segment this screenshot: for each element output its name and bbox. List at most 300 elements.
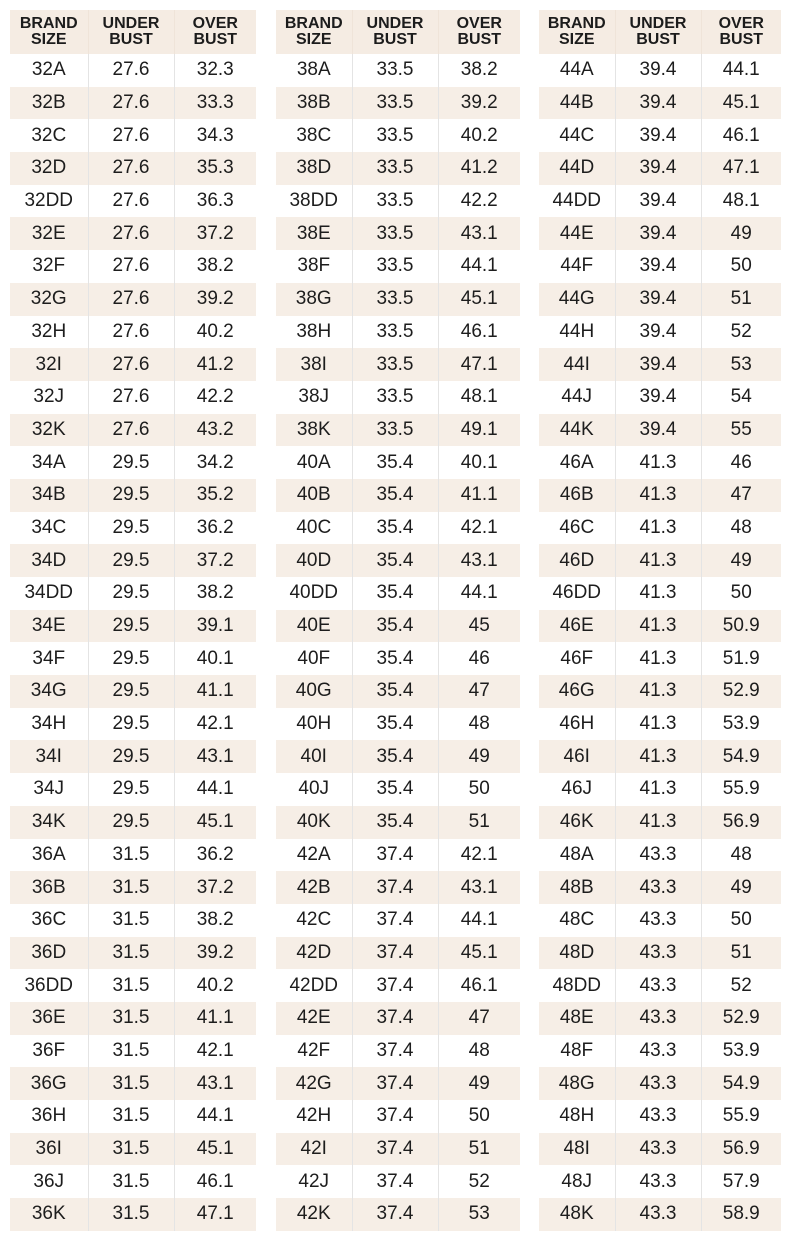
under-bust-cell: 35.4 — [352, 479, 438, 512]
under-bust-cell: 39.4 — [615, 283, 701, 316]
under-bust-cell: 33.5 — [352, 87, 438, 120]
over-bust-cell: 35.2 — [174, 479, 256, 512]
over-bust-cell: 54.9 — [701, 740, 781, 773]
brand-size-cell: 32A — [31, 59, 66, 81]
table-row — [276, 544, 520, 577]
over-bust-cell: 40.1 — [438, 446, 520, 479]
brand-size-cell: 40D — [276, 544, 352, 577]
over-bust-cell: 39.2 — [174, 283, 256, 316]
brand-size-cell: 34DD — [24, 582, 74, 604]
table-row — [539, 250, 781, 283]
brand-size-cell: 36F — [32, 1039, 66, 1061]
under-bust-cell: 37.4 — [352, 1035, 438, 1068]
table-row — [10, 1002, 256, 1035]
table-row — [10, 544, 256, 577]
table-row — [539, 708, 781, 741]
brand-size-cell: 46D — [539, 544, 615, 577]
header-line: BRAND — [284, 15, 343, 32]
over-bust-cell: 44.1 — [174, 1100, 256, 1133]
table-row — [539, 642, 781, 675]
table-row — [539, 381, 781, 414]
brand-size-cell: 32F — [32, 255, 66, 277]
brand-size-cell: 48B — [539, 871, 615, 904]
table-row — [539, 512, 781, 545]
brand-size-cell: 48I — [539, 1133, 615, 1166]
under-bust-cell: 35.4 — [352, 544, 438, 577]
over-bust-cell: 55.9 — [701, 1100, 781, 1133]
under-bust-cell: 37.4 — [352, 871, 438, 904]
table-row — [276, 773, 520, 806]
table-row — [539, 1133, 781, 1166]
over-bust-cell: 49.1 — [438, 414, 520, 447]
brand-size-cell: 40E — [276, 610, 352, 643]
under-bust-cell: 41.3 — [615, 479, 701, 512]
under-bust-cell: 29.5 — [88, 610, 174, 643]
table-row — [10, 283, 256, 316]
header-line: UNDER — [629, 15, 687, 32]
under-bust-cell: 35.4 — [352, 512, 438, 545]
brand-size-cell: 38D — [276, 152, 352, 185]
over-bust-cell: 41.2 — [438, 152, 520, 185]
brand-size-cell: 46E — [539, 610, 615, 643]
header-line: BUST — [193, 31, 238, 48]
table-row — [539, 348, 781, 381]
under-bust-cell: 31.5 — [88, 1100, 174, 1133]
table-row — [539, 904, 781, 937]
header-line: SIZE — [558, 31, 595, 48]
over-bust-cell: 49 — [701, 544, 781, 577]
over-bust-cell: 38.2 — [438, 54, 520, 87]
over-bust-cell: 44.1 — [174, 773, 256, 806]
brand-size-cell: 36K — [10, 1198, 88, 1231]
table-row — [539, 806, 781, 839]
over-bust-cell: 45 — [438, 610, 520, 643]
table-row — [10, 708, 256, 741]
under-bust-cell: 37.4 — [352, 1002, 438, 1035]
brand-size-cell: 46B — [539, 479, 615, 512]
header-line: SIZE — [295, 31, 332, 48]
over-bust-cell: 47 — [701, 479, 781, 512]
under-bust-cell: 29.5 — [88, 642, 174, 675]
under-bust-cell: 27.6 — [88, 283, 174, 316]
header-row — [276, 10, 520, 54]
over-bust-cell: 45.1 — [174, 1133, 256, 1166]
under-bust-cell: 39.4 — [615, 54, 701, 87]
table-row — [10, 1100, 256, 1133]
header-line: UNDER — [102, 15, 160, 32]
brand-size-cell: 42J — [298, 1170, 330, 1192]
brand-size-cell: 40I — [276, 740, 352, 773]
table-row — [10, 1133, 256, 1166]
over-bust-cell: 38.2 — [174, 904, 256, 937]
header-brand-size — [10, 10, 88, 54]
table-row — [10, 1067, 256, 1100]
brand-size-cell: 36A — [31, 843, 66, 865]
over-bust-cell: 34.2 — [174, 446, 256, 479]
over-bust-cell: 47.1 — [174, 1198, 256, 1231]
over-bust-cell: 36.2 — [174, 839, 256, 872]
size-table-3 — [539, 10, 781, 1231]
brand-size-cell: 48D — [539, 937, 615, 970]
table-row — [10, 969, 256, 1002]
table-row — [276, 381, 520, 414]
under-bust-cell: 29.5 — [88, 773, 174, 806]
brand-size-cell: 40H — [296, 713, 332, 735]
table-row — [539, 54, 781, 87]
under-bust-cell: 39.4 — [615, 217, 701, 250]
under-bust-cell: 39.4 — [615, 414, 701, 447]
table-row — [10, 904, 256, 937]
brand-size-cell: 38B — [276, 87, 352, 120]
table-row — [276, 871, 520, 904]
under-bust-cell: 29.5 — [88, 740, 174, 773]
over-bust-cell: 58.9 — [701, 1198, 781, 1231]
brand-size-cell: 34E — [10, 610, 88, 643]
brand-size-cell: 46H — [559, 713, 595, 735]
brand-size-cell: 34J — [33, 778, 65, 800]
over-bust-cell: 48.1 — [701, 185, 781, 218]
over-bust-cell: 37.2 — [174, 544, 256, 577]
under-bust-cell: 43.3 — [615, 839, 701, 872]
table-row — [539, 1100, 781, 1133]
over-bust-cell: 39.2 — [438, 87, 520, 120]
over-bust-cell: 50 — [701, 904, 781, 937]
header-under-bust — [88, 10, 174, 54]
table-row — [10, 54, 256, 87]
under-bust-cell: 37.4 — [352, 1133, 438, 1166]
table-row — [10, 839, 256, 872]
table-row — [276, 1035, 520, 1068]
under-bust-cell: 43.3 — [615, 1002, 701, 1035]
brand-size-cell: 44F — [560, 255, 594, 277]
table-row — [10, 642, 256, 675]
under-bust-cell: 35.4 — [352, 446, 438, 479]
brand-size-cell: 36J — [33, 1170, 65, 1192]
under-bust-cell: 37.4 — [352, 1198, 438, 1231]
table-row — [10, 512, 256, 545]
brand-size-cell: 36DD — [24, 974, 74, 996]
table-row — [539, 773, 781, 806]
size-table-1 — [10, 10, 256, 1231]
table-row — [539, 544, 781, 577]
under-bust-cell: 39.4 — [615, 316, 701, 349]
table-row — [276, 414, 520, 447]
over-bust-cell: 38.2 — [174, 577, 256, 610]
brand-size-cell: 48A — [559, 843, 594, 865]
size-table-2 — [276, 10, 520, 1231]
brand-size-cell: 32G — [10, 283, 88, 316]
table-row — [10, 316, 256, 349]
table-row — [539, 839, 781, 872]
under-bust-cell: 43.3 — [615, 1067, 701, 1100]
brand-size-cell: 36H — [31, 1105, 67, 1127]
table-row — [276, 904, 520, 937]
under-bust-cell: 29.5 — [88, 512, 174, 545]
brand-size-cell: 42F — [297, 1039, 331, 1061]
header-line: BUST — [373, 31, 417, 48]
brand-size-cell: 48E — [539, 1002, 615, 1035]
over-bust-cell: 43.1 — [174, 740, 256, 773]
brand-size-cell: 40DD — [289, 582, 339, 604]
brand-size-cell: 40C — [296, 516, 332, 538]
under-bust-cell: 31.5 — [88, 1198, 174, 1231]
over-bust-cell: 47 — [438, 675, 520, 708]
under-bust-cell: 35.4 — [352, 675, 438, 708]
table-row — [276, 119, 520, 152]
table-row — [276, 87, 520, 120]
brand-size-cell: 40K — [276, 806, 352, 839]
over-bust-cell: 44.1 — [438, 250, 520, 283]
over-bust-cell: 39.2 — [174, 937, 256, 970]
brand-size-cell: 44H — [559, 320, 595, 342]
over-bust-cell: 54 — [701, 381, 781, 414]
table-row — [10, 87, 256, 120]
under-bust-cell: 41.3 — [615, 773, 701, 806]
over-bust-cell: 40.1 — [174, 642, 256, 675]
table-row — [539, 937, 781, 970]
table-row — [539, 87, 781, 120]
under-bust-cell: 41.3 — [615, 806, 701, 839]
over-bust-cell: 42.1 — [438, 839, 520, 872]
brand-size-cell: 44C — [559, 124, 595, 146]
over-bust-cell: 52 — [701, 969, 781, 1002]
under-bust-cell: 35.4 — [352, 577, 438, 610]
over-bust-cell: 42.1 — [174, 1035, 256, 1068]
brand-size-cell: 44B — [539, 87, 615, 120]
brand-size-cell: 48C — [559, 909, 595, 931]
over-bust-cell: 46 — [701, 446, 781, 479]
table-row — [10, 871, 256, 904]
over-bust-cell: 40.2 — [174, 969, 256, 1002]
header-line: BUST — [636, 31, 680, 48]
under-bust-cell: 43.3 — [615, 904, 701, 937]
over-bust-cell: 36.3 — [174, 185, 256, 218]
header-row — [539, 10, 781, 54]
table-row — [10, 1198, 256, 1231]
under-bust-cell: 31.5 — [88, 839, 174, 872]
under-bust-cell: 35.4 — [352, 806, 438, 839]
table-row — [539, 217, 781, 250]
over-bust-cell: 49 — [701, 871, 781, 904]
table-row — [276, 708, 520, 741]
under-bust-cell: 37.4 — [352, 1100, 438, 1133]
under-bust-cell: 31.5 — [88, 1067, 174, 1100]
over-bust-cell: 45.1 — [174, 806, 256, 839]
over-bust-cell: 53.9 — [701, 1035, 781, 1068]
table-row — [10, 1165, 256, 1198]
under-bust-cell: 29.5 — [88, 806, 174, 839]
brand-size-cell: 32I — [10, 348, 88, 381]
table-row — [276, 969, 520, 1002]
over-bust-cell: 46.1 — [174, 1165, 256, 1198]
over-bust-cell: 44.1 — [438, 577, 520, 610]
over-bust-cell: 49 — [438, 740, 520, 773]
table-row — [276, 1133, 520, 1166]
under-bust-cell: 31.5 — [88, 1133, 174, 1166]
brand-size-cell: 48J — [561, 1170, 593, 1192]
brand-size-cell: 34B — [10, 479, 88, 512]
brand-size-cell: 36D — [10, 937, 88, 970]
under-bust-cell: 43.3 — [615, 871, 701, 904]
over-bust-cell: 42.1 — [438, 512, 520, 545]
brand-size-cell: 40B — [276, 479, 352, 512]
brand-size-cell: 44A — [559, 59, 594, 81]
over-bust-cell: 51 — [438, 806, 520, 839]
brand-size-cell: 34K — [10, 806, 88, 839]
table-row — [276, 642, 520, 675]
under-bust-cell: 43.3 — [615, 1165, 701, 1198]
under-bust-cell: 39.4 — [615, 185, 701, 218]
over-bust-cell: 32.3 — [174, 54, 256, 87]
brand-size-cell: 42DD — [289, 974, 339, 996]
under-bust-cell: 29.5 — [88, 577, 174, 610]
table-row — [10, 348, 256, 381]
table-row — [10, 119, 256, 152]
brand-size-cell: 38E — [276, 217, 352, 250]
under-bust-cell: 31.5 — [88, 1035, 174, 1068]
under-bust-cell: 39.4 — [615, 250, 701, 283]
brand-size-cell: 48DD — [552, 974, 602, 996]
brand-size-cell: 46DD — [552, 582, 602, 604]
brand-size-cell: 42G — [276, 1067, 352, 1100]
table-row — [10, 773, 256, 806]
table-row — [539, 1198, 781, 1231]
over-bust-cell: 52.9 — [701, 1002, 781, 1035]
over-bust-cell: 53.9 — [701, 708, 781, 741]
brand-size-cell: 36E — [10, 1002, 88, 1035]
under-bust-cell: 31.5 — [88, 937, 174, 970]
table-row — [10, 740, 256, 773]
under-bust-cell: 43.3 — [615, 1035, 701, 1068]
over-bust-cell: 42.2 — [438, 185, 520, 218]
brand-size-cell: 42K — [276, 1198, 352, 1231]
brand-size-cell: 32H — [31, 320, 67, 342]
brand-size-cell: 48F — [560, 1039, 594, 1061]
brand-size-cell: 38G — [276, 283, 352, 316]
under-bust-cell: 37.4 — [352, 937, 438, 970]
table-row — [539, 283, 781, 316]
over-bust-cell: 36.2 — [174, 512, 256, 545]
table-row — [10, 185, 256, 218]
over-bust-cell: 35.3 — [174, 152, 256, 185]
brand-size-cell: 32C — [31, 124, 67, 146]
brand-size-cell: 46F — [560, 647, 594, 669]
over-bust-cell: 33.3 — [174, 87, 256, 120]
table-row — [539, 1002, 781, 1035]
under-bust-cell: 29.5 — [88, 544, 174, 577]
table-row — [539, 740, 781, 773]
over-bust-cell: 41.1 — [438, 479, 520, 512]
under-bust-cell: 35.4 — [352, 740, 438, 773]
brand-size-cell: 36I — [10, 1133, 88, 1166]
under-bust-cell: 33.5 — [352, 250, 438, 283]
over-bust-cell: 43.1 — [438, 871, 520, 904]
table-row — [539, 119, 781, 152]
brand-size-cell: 44DD — [552, 190, 602, 212]
brand-size-cell: 42H — [296, 1105, 332, 1127]
brand-size-cell: 42B — [276, 871, 352, 904]
table-row — [539, 577, 781, 610]
brand-size-cell: 48H — [559, 1105, 595, 1127]
brand-size-cell: 40J — [298, 778, 330, 800]
over-bust-cell: 57.9 — [701, 1165, 781, 1198]
under-bust-cell: 31.5 — [88, 969, 174, 1002]
over-bust-cell: 38.2 — [174, 250, 256, 283]
over-bust-cell: 44.1 — [701, 54, 781, 87]
brand-size-cell: 44J — [561, 386, 593, 408]
over-bust-cell: 48 — [438, 708, 520, 741]
header-line: OVER — [192, 15, 238, 32]
header-line: UNDER — [366, 15, 424, 32]
over-bust-cell: 47 — [438, 1002, 520, 1035]
brand-size-cell: 36C — [31, 909, 67, 931]
table-row — [276, 446, 520, 479]
under-bust-cell: 41.3 — [615, 610, 701, 643]
brand-size-cell: 46A — [559, 451, 594, 473]
over-bust-cell: 43.1 — [438, 544, 520, 577]
under-bust-cell: 35.4 — [352, 610, 438, 643]
table-row — [276, 577, 520, 610]
table-row — [10, 675, 256, 708]
over-bust-cell: 45.1 — [438, 283, 520, 316]
brand-size-cell: 34I — [10, 740, 88, 773]
over-bust-cell: 50 — [438, 1100, 520, 1133]
under-bust-cell: 27.6 — [88, 87, 174, 120]
over-bust-cell: 37.2 — [174, 217, 256, 250]
under-bust-cell: 27.6 — [88, 119, 174, 152]
brand-size-cell: 34G — [10, 675, 88, 708]
under-bust-cell: 27.6 — [88, 185, 174, 218]
brand-size-cell: 34H — [31, 713, 67, 735]
under-bust-cell: 27.6 — [88, 217, 174, 250]
over-bust-cell: 41.1 — [174, 675, 256, 708]
brand-size-cell: 38J — [298, 386, 330, 408]
under-bust-cell: 33.5 — [352, 119, 438, 152]
over-bust-cell: 56.9 — [701, 1133, 781, 1166]
under-bust-cell: 37.4 — [352, 904, 438, 937]
table-row — [276, 217, 520, 250]
under-bust-cell: 31.5 — [88, 1165, 174, 1198]
table-row — [539, 871, 781, 904]
table-row — [276, 675, 520, 708]
brand-size-cell: 34F — [32, 647, 66, 669]
brand-size-cell: 32D — [10, 152, 88, 185]
over-bust-cell: 37.2 — [174, 871, 256, 904]
under-bust-cell: 39.4 — [615, 348, 701, 381]
under-bust-cell: 31.5 — [88, 904, 174, 937]
header-line: BUST — [457, 31, 502, 48]
under-bust-cell: 41.3 — [615, 708, 701, 741]
table-row — [10, 479, 256, 512]
brand-size-cell: 38C — [296, 124, 332, 146]
over-bust-cell: 49 — [438, 1067, 520, 1100]
table-row — [276, 1100, 520, 1133]
over-bust-cell: 43.1 — [174, 1067, 256, 1100]
under-bust-cell: 43.3 — [615, 1133, 701, 1166]
under-bust-cell: 41.3 — [615, 675, 701, 708]
over-bust-cell: 41.1 — [174, 1002, 256, 1035]
under-bust-cell: 33.5 — [352, 283, 438, 316]
under-bust-cell: 33.5 — [352, 185, 438, 218]
brand-size-cell: 36B — [10, 871, 88, 904]
table-row — [276, 283, 520, 316]
under-bust-cell: 35.4 — [352, 708, 438, 741]
under-bust-cell: 41.3 — [615, 642, 701, 675]
over-bust-cell: 48 — [701, 839, 781, 872]
header-line: BRAND — [547, 15, 606, 32]
table-row — [539, 316, 781, 349]
over-bust-cell: 53 — [438, 1198, 520, 1231]
